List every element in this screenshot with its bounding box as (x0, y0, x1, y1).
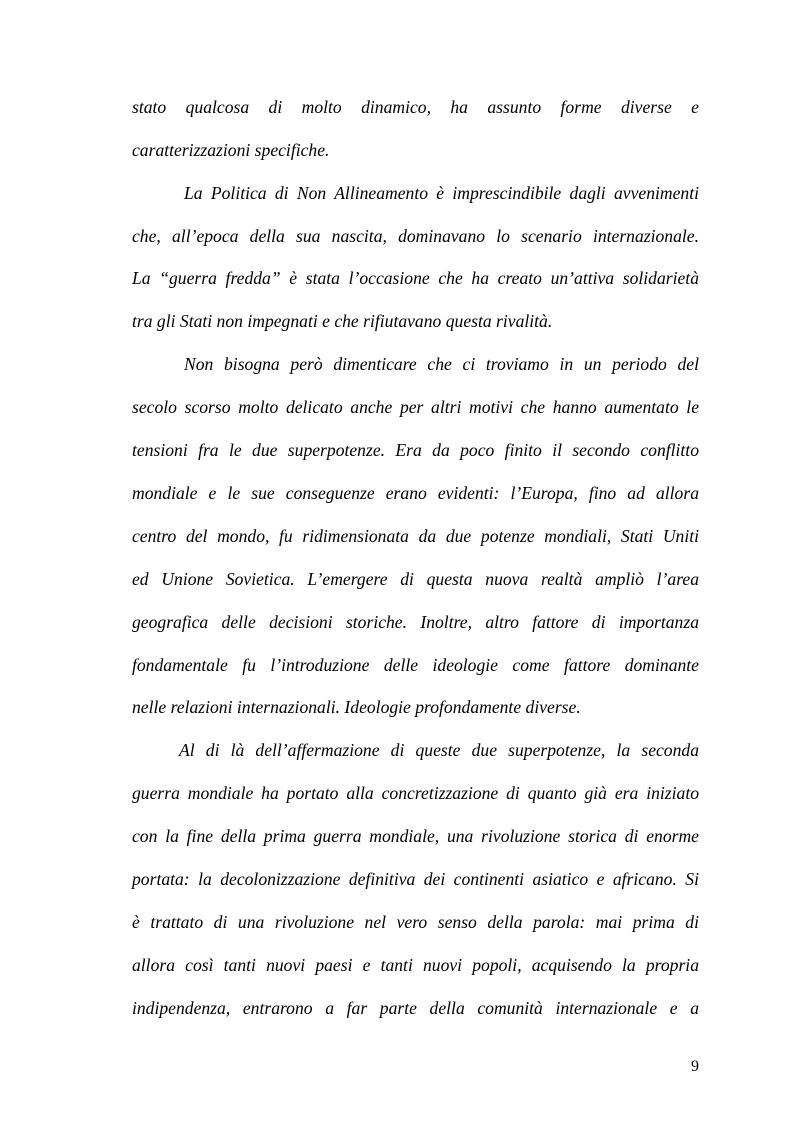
text-line: che, all’epoca della sua nascita, dominavano lo scenario internazionale. (132, 226, 699, 246)
text-line: caratterizzazioni specifiche. (132, 140, 330, 160)
text-line: tensioni fra le due superpotenze. Era da poco finito il secondo conflitto (132, 440, 699, 460)
text-line: allora così tanti nuovi paesi e tanti nuovi popoli, acquisendo la propria (132, 955, 699, 975)
text-line: ed Unione Sovietica. L’emergere di questa nuova realtà ampliò l’area (132, 569, 699, 589)
text-line: nelle relazioni internazionali. Ideologie profondamente diverse. (132, 697, 581, 717)
text-line: La “guerra fredda” è stata l’occasione che ha creato un’attiva solidarietà (132, 268, 699, 288)
page-number: 9 (691, 1058, 699, 1075)
text-line: Al di là dell’affermazione di queste due superpotenze, la seconda (179, 740, 699, 760)
text-line: stato qualcosa di molto dinamico, ha assunto forme diverse e (132, 97, 699, 117)
text-line: indipendenza, entrarono a far parte della comunità internazionale e a (132, 998, 699, 1018)
text-line: centro del mondo, fu ridimensionata da due potenze mondiali, Stati Uniti (132, 526, 699, 546)
text-line: portata: la decolonizzazione definitiva dei continenti asiatico e africano. Si (132, 869, 699, 889)
text-line: La Politica di Non Allineamento è imprescindibile dagli avvenimenti (184, 183, 699, 203)
text-line: tra gli Stati non impegnati e che rifiutavano questa rivalità. (132, 311, 553, 331)
text-line: secolo scorso molto delicato anche per altri motivi che hanno aumentato le (132, 397, 699, 417)
text-line: geografica delle decisioni storiche. Inoltre, altro fattore di importanza (132, 612, 699, 632)
text-line: è trattato di una rivoluzione nel vero senso della parola: mai prima di (132, 912, 699, 932)
text-line: con la fine della prima guerra mondiale, una rivoluzione storica di enorme (132, 826, 699, 846)
text-line: Non bisogna però dimenticare che ci troviamo in un periodo del (184, 354, 699, 374)
text-line: mondiale e le sue conseguenze erano evidenti: l’Europa, fino ad allora (132, 483, 699, 503)
text-line: guerra mondiale ha portato alla concretizzazione di quanto già era iniziato (132, 783, 699, 803)
text-line: fondamentale fu l’introduzione delle ideologie come fattore dominante (132, 655, 699, 675)
